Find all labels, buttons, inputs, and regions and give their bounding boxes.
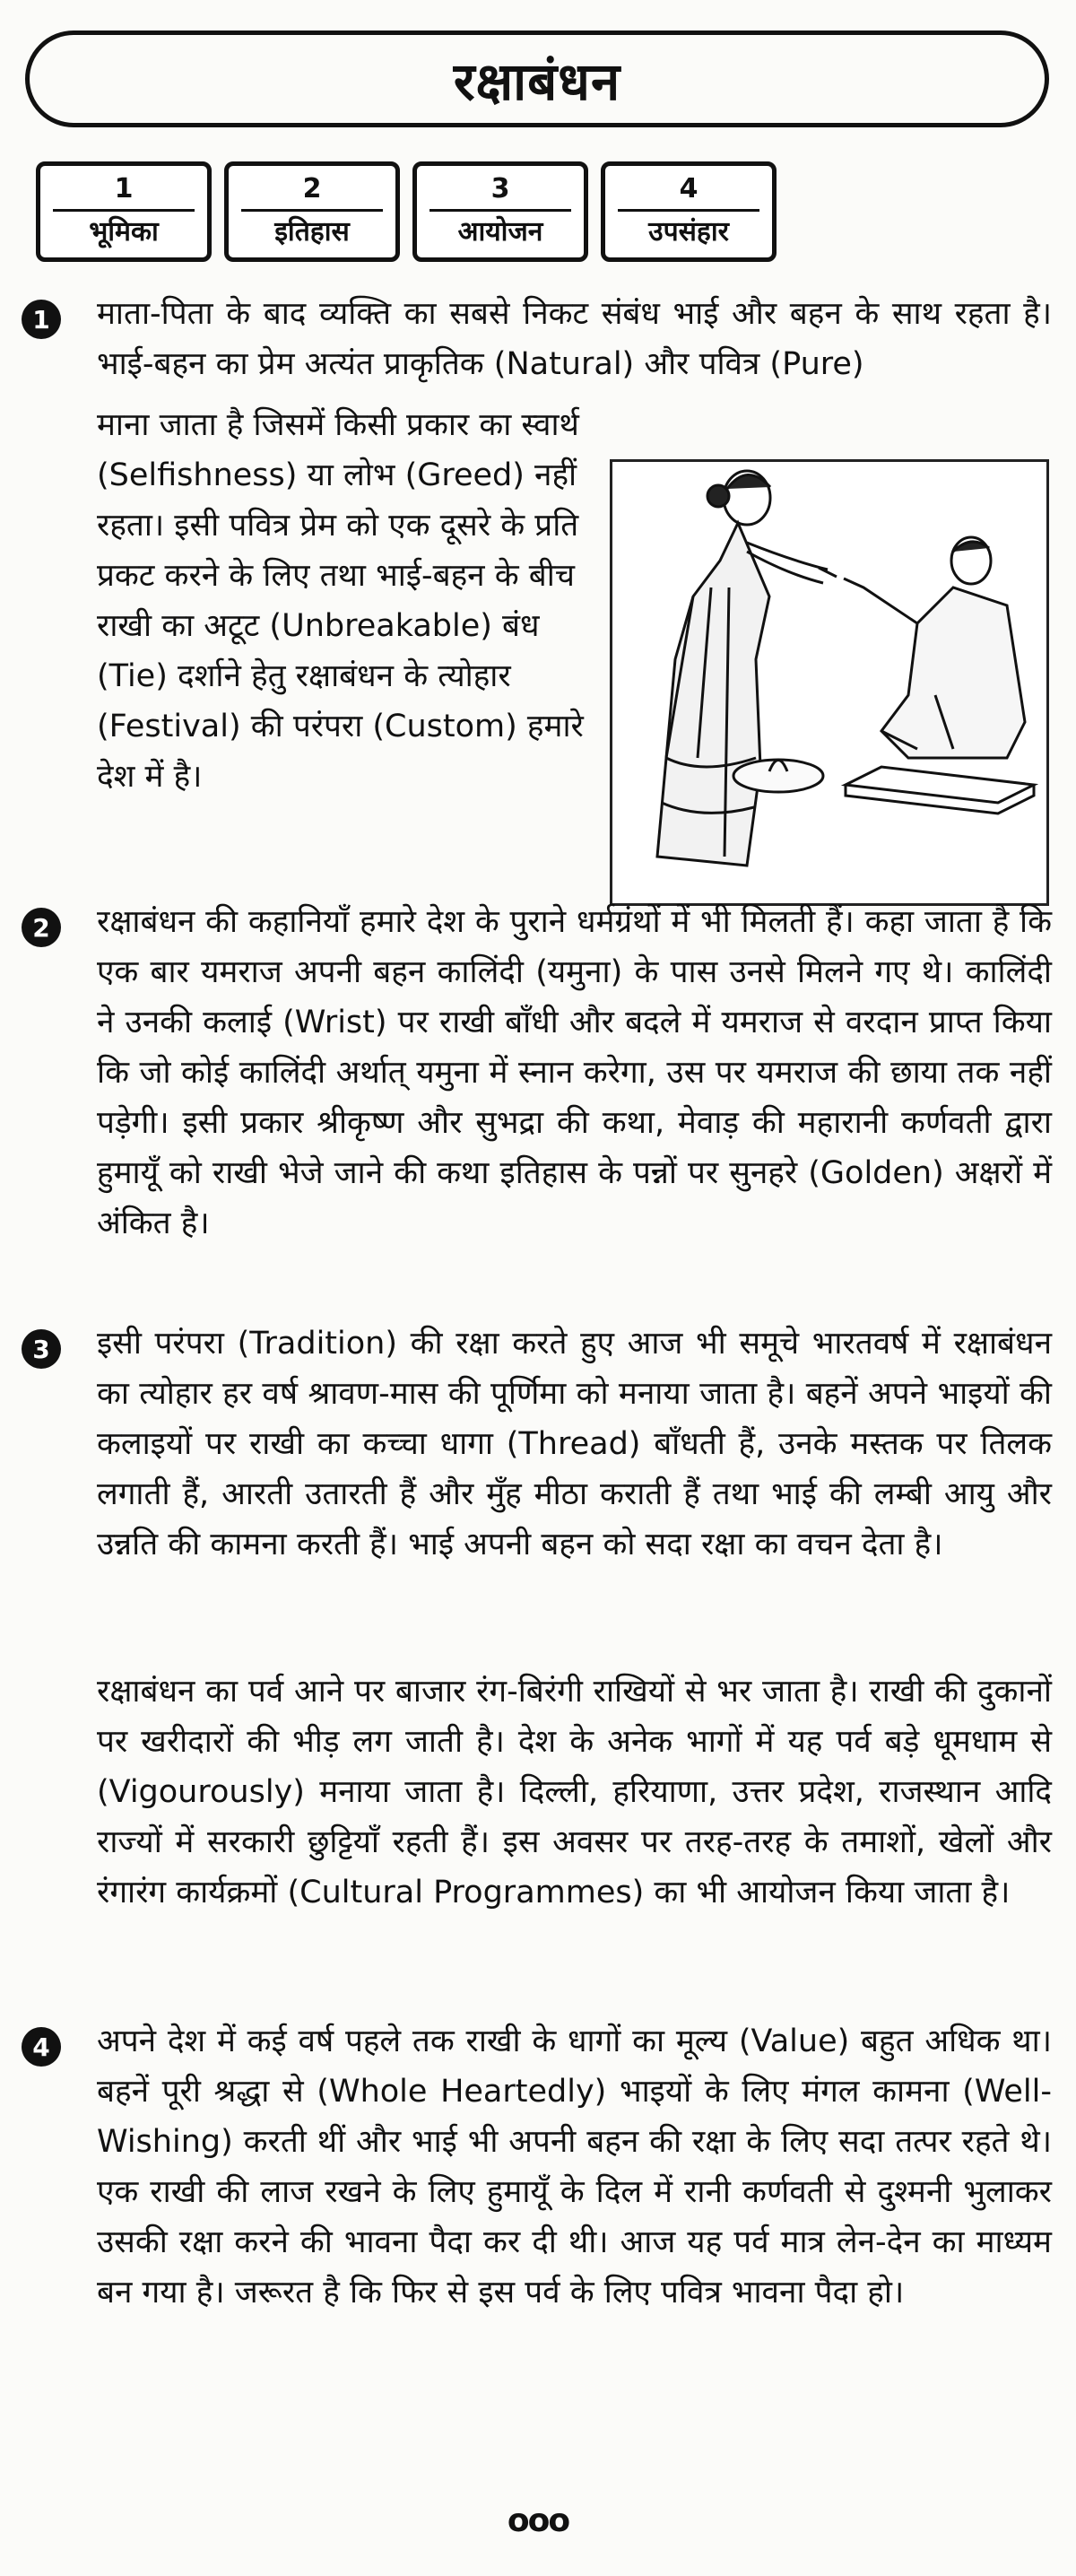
page-title: रक्षाबंधन xyxy=(453,50,621,112)
section-1-intro xyxy=(97,289,1052,389)
outline-cell-2 xyxy=(224,161,400,262)
section-bullet-3: 3 xyxy=(22,1329,61,1369)
outline-table xyxy=(36,161,789,262)
section-3-continued xyxy=(97,1667,1052,1918)
section-4 xyxy=(97,2016,1052,2318)
title-banner xyxy=(25,30,1049,127)
section-1-side-text xyxy=(97,400,586,802)
outline-cell-4 xyxy=(601,161,777,262)
outline-label: इतिहास xyxy=(274,215,350,248)
section-2-text: रक्षाबंधन की कहानियाँ हमारे देश के पुराने धर्मग्रंथों में भी मिलती हैं। कहा जाता है कि एक बार यमराज अपनी बहन कालिंदी (यमुना) के पास उनसे मिलने गए थे। कालिंदी ने उनकी कलाई (Wrist) पर राखी बाँधी और बदले में यमराज से वरदान प्राप्त किया कि जो कोई कालिंदी अर्थात् यमुना में स्नान करेगा, उस पर यमराज की छाया तक नहीं पड़ेगी। इसी प्रकार श्रीकृष्ण और सुभद्रा की कथा, मेवाड़ की महारानी कर्णवती द्वारा हुमायूँ को राखी भेजे जाने की कथा इतिहास के पन्नों पर सुनहरे (Golden) अक्षरों में अंकित है। xyxy=(97,904,1052,1241)
section-3b-text: रक्षाबंधन का पर्व आने पर बाजार रंग-बिरंगी राखियों से भर जाता है। राखी की दुकानों पर खरीदारों की भीड़ लग जाती है। देश के अनेक भागों में यह पर्व बड़े धूमधाम से (Vigourously) मनाया जाता है। दिल्ली, हरियाणा, उत्तर प्रदेश, राजस्थान आदि राज्यों में सरकारी छुट्टियाँ रहती हैं। इस अवसर पर तरह-तरह के तमाशों, खेलों और रंगारंग कार्यक्रमों (Cultural Programmes) का भी आयोजन किया जाता है। xyxy=(97,1674,1052,1910)
outline-cell-3 xyxy=(412,161,588,262)
outline-label: आयोजन xyxy=(457,215,543,248)
section-3-text: इसी परंपरा (Tradition) की रक्षा करते हुए आज भी समूचे भारतवर्ष में रक्षाबंधन का त्योहार हर वर्ष श्रावण-मास की पूर्णिमा को मनाया जाता है। बहनें अपने भाइयों की कलाइयों पर राखी का कच्चा धागा (Thread) बाँधती हैं, उनके मस्तक पर तिलक लगाती हैं, आरती उतारती हैं और मुँह मीठा कराती हैं तथा भाई की लम्बी आयु और उन्नति की कामना करती हैं। भाई अपनी बहन को सदा रक्षा का वचन देता है। xyxy=(97,1326,1052,1562)
outline-label: उपसंहार xyxy=(648,215,729,248)
end-mark: ooo xyxy=(507,2502,569,2539)
outline-label: भूमिका xyxy=(89,215,159,248)
section-bullet-2: 2 xyxy=(22,908,61,947)
section-4-text: अपने देश में कई वर्ष पहले तक राखी के धागों का मूल्य (Value) बहुत अधिक था। बहनें पूरी श्रद्धा से (Whole Heartedly) भाइयों के लिए मंगल कामना (Well-Wishing) करती थीं और भाई भी अपनी बहन की रक्षा के लिए सदा तत्पर रहते थे। एक राखी की लाज रखने के लिए हुमायूँ के दिल में रानी कर्णवती से दुश्मनी भुलाकर उसकी रक्षा करने की भावना पैदा कर दी थी। आज यह पर्व मात्र लेन-देन का माध्यम बन गया है। जरूरत है कि फिर से इस पर्व के लिए पवित्र भावना पैदा हो। xyxy=(97,2023,1052,2311)
outline-number: 1 xyxy=(53,171,195,212)
outline-number: 4 xyxy=(618,171,759,212)
section-3 xyxy=(97,1318,1052,1570)
outline-cell-1 xyxy=(36,161,212,262)
section-1-side-paragraph: माना जाता है जिसमें किसी प्रकार का स्वार्थ (Selfishness) या लोभ (Greed) नहीं रहता। इसी पवित्र प्रेम को एक दूसरे के प्रति प्रकट करने के लिए तथा भाई-बहन के बीच राखी का अटूट (Unbreakable) बंध (Tie) दर्शाने हेतु रक्षाबंधन के त्योहार (Festival) की परंपरा (Custom) हमारे देश में है। xyxy=(97,407,584,795)
sister-tying-rakhi-image xyxy=(612,462,1046,903)
section-1-text: माता-पिता के बाद व्यक्ति का सबसे निकट संबंध भाई और बहन के साथ रहता है। भाई-बहन का प्रेम अत्यंत प्राकृतिक (Natural) और पवित्र (Pure) xyxy=(97,296,1052,382)
section-bullet-1: 1 xyxy=(22,300,61,339)
section-2 xyxy=(97,897,1052,1249)
outline-number: 2 xyxy=(241,171,383,212)
outline-number: 3 xyxy=(430,171,571,212)
raksha-bandhan-illustration xyxy=(610,459,1049,906)
section-bullet-4: 4 xyxy=(22,2027,61,2067)
